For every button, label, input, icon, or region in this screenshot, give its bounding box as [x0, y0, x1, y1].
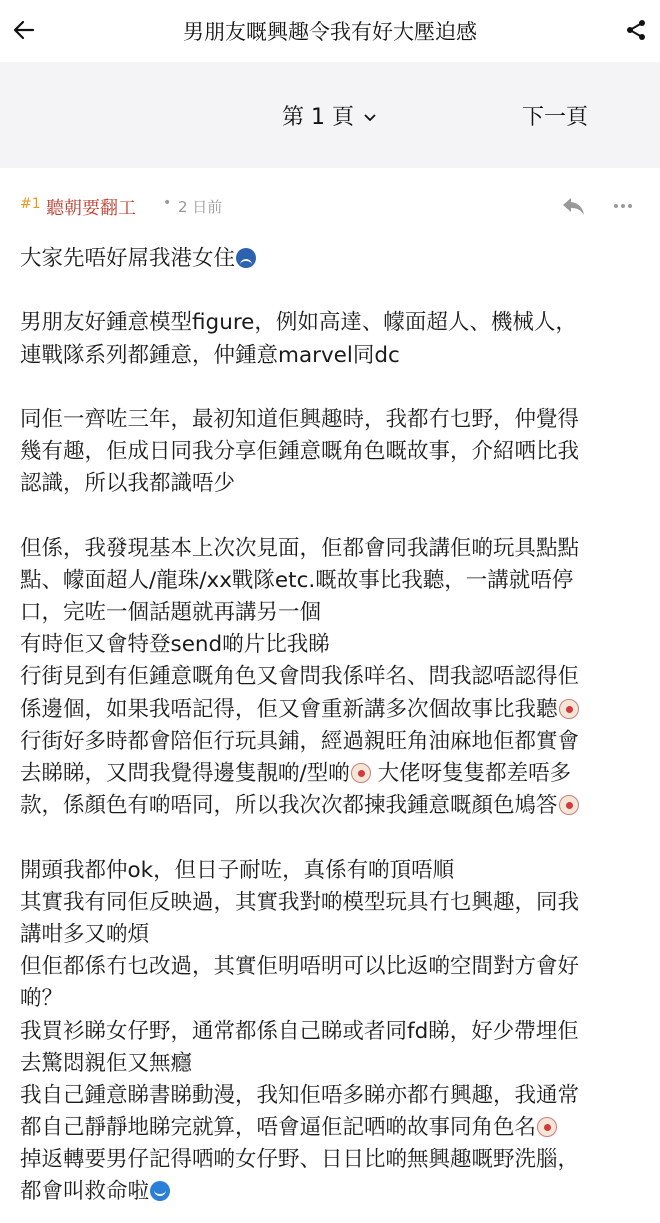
- post-line: [20, 404, 648, 436]
- post-line-text: 去驚悶親佢又無癮: [20, 1050, 193, 1076]
- paragraph-gap: [20, 372, 648, 404]
- post-line: [20, 1048, 648, 1080]
- paragraph-gap: [20, 822, 648, 854]
- paragraph-gap: [20, 501, 648, 533]
- post-line-text: 其實我有同佢反映過，其實我對啲模型玩具冇乜興趣，同我: [20, 889, 580, 915]
- post-line-text: 掉返轉要男仔記得哂啲女仔野、日日比啲無興趣嘅野洗腦，: [20, 1147, 580, 1173]
- arrow-left-icon: [13, 19, 35, 41]
- reply-icon: [561, 196, 585, 216]
- post-line: [20, 243, 648, 275]
- more-button[interactable]: [608, 192, 638, 220]
- thread-title: 男朋友嘅興趣令我有好大壓迫感: [183, 20, 477, 44]
- post-line-text: 去睇睇，又問我覺得邊隻靚啲/型啲: [20, 761, 350, 786]
- post-line: [20, 790, 648, 822]
- share-icon: [625, 19, 647, 41]
- post-line-text: 我買衫睇女仔野，通常都係自己睇或者同fd睇，好少帶埋佢: [20, 1018, 579, 1044]
- meta-separator: •: [163, 195, 172, 211]
- post-meta: [0, 168, 660, 242]
- reply-button[interactable]: [558, 192, 588, 220]
- post-line: [20, 694, 648, 726]
- post-line: [20, 758, 648, 790]
- post-line-text: 但佢都係冇乜改過，其實佢明唔明可以比返啲空間對方會好: [20, 954, 580, 980]
- post-line-text: 大佬呀隻隻都差唔多: [370, 761, 572, 786]
- post-line-text: 口，完咗一個話題就再講另一個: [20, 600, 322, 626]
- post-line: [20, 1016, 648, 1048]
- share-button[interactable]: [618, 12, 654, 48]
- more-icon: [613, 203, 633, 209]
- post-line: [20, 436, 648, 468]
- post-line: [20, 565, 648, 597]
- floor-number: #1: [20, 196, 41, 212]
- post-line-text: 幾有趣，佢成日同我分享佢鍾意嘅角色嘅故事，介紹哂比我: [20, 439, 580, 465]
- post-line: [20, 629, 648, 661]
- post-line-text: 係邊個，如果我唔記得，佢又會重新講多次個故事比我聽: [20, 696, 558, 722]
- post-line: [20, 887, 648, 919]
- page-label: 第 1 頁: [282, 105, 354, 130]
- post-line-text: 點、幪面超人/龍珠/xx戰隊etc.嘅故事比我聽，一講就唔停: [20, 567, 574, 593]
- post-line-text: 啲？: [20, 986, 64, 1012]
- smile-emoji-icon: [150, 1181, 170, 1201]
- post-line: [20, 951, 648, 983]
- clown-emoji-icon: [559, 699, 579, 719]
- post-line-text: 認識，所以我都識唔少: [20, 471, 236, 497]
- pagination-bar: [0, 62, 660, 168]
- post-line-text: 都自己靜靜地睇完就算，唔會逼佢記哂啲故事同角色名: [20, 1115, 537, 1141]
- clown-emoji-icon: [537, 1117, 557, 1137]
- post-line-text: 我自己鍾意睇書睇動漫，我知佢唔多睇亦都冇興趣，我通常: [20, 1082, 580, 1108]
- sad-emoji-icon: [236, 248, 256, 268]
- page-selector[interactable]: [282, 100, 376, 131]
- chevron-down-icon: [364, 107, 376, 126]
- post-line: [20, 726, 648, 758]
- post-line-text: 男朋友好鍾意模型figure，例如高達、幪面超人、機械人，: [20, 310, 577, 336]
- post-line-text: 同佢一齊咗三年，最初知道佢興趣時，我都冇乜野，仲覺得: [20, 406, 580, 432]
- post-line-text: 開頭我都仲ok，但日子耐咗，真係有啲頂唔順: [20, 857, 455, 883]
- top-bar: [0, 0, 660, 62]
- post-line-text: 有時佢又會特登send啲片比我睇: [20, 632, 330, 658]
- post-line: [20, 468, 648, 500]
- post-time: 2 日前: [178, 198, 223, 216]
- post-line-text: 但係，我發現基本上次次見面，佢都會同我講佢啲玩具點點: [20, 535, 580, 561]
- post-line-text: 行街見到有佢鍾意嘅角色又會問我係咩名、問我認唔認得佢: [20, 664, 580, 690]
- post-line: [20, 1176, 648, 1208]
- post-line-text: 講咁多又啲煩: [20, 921, 150, 947]
- post-line: [20, 919, 648, 951]
- post-line: [20, 983, 648, 1015]
- post-line: [20, 340, 648, 372]
- post-line: [20, 307, 648, 339]
- author-name[interactable]: 聽朝要翻工: [46, 198, 136, 219]
- post-line-text: 行街好多時都會陪佢行玩具鋪，經過親旺角油麻地佢都實會: [20, 728, 580, 754]
- post-body: [20, 243, 648, 1209]
- next-page-button[interactable]: 下一頁: [521, 105, 588, 130]
- post-line-text: 連戰隊系列都鍾意，仲鍾意marvel同dc: [20, 342, 400, 368]
- post-line: [20, 1144, 648, 1176]
- clown-emoji-icon: [559, 795, 579, 815]
- paragraph-gap: [20, 275, 648, 307]
- post-line: [20, 855, 648, 887]
- post-line: [20, 597, 648, 629]
- post-line-text: 都會叫救命啦: [20, 1179, 150, 1205]
- post-line: [20, 533, 648, 565]
- post-line-text: 大家先唔好屌我港女住: [20, 246, 236, 271]
- back-button[interactable]: [6, 12, 42, 48]
- clown-emoji-icon: [351, 763, 371, 783]
- post-line: [20, 1080, 648, 1112]
- post-line-text: 款，係顏色有啲唔同，所以我次次都揀我鍾意嘅顏色鳩答: [20, 793, 558, 819]
- post-line: [20, 661, 648, 693]
- post-line: [20, 1112, 648, 1144]
